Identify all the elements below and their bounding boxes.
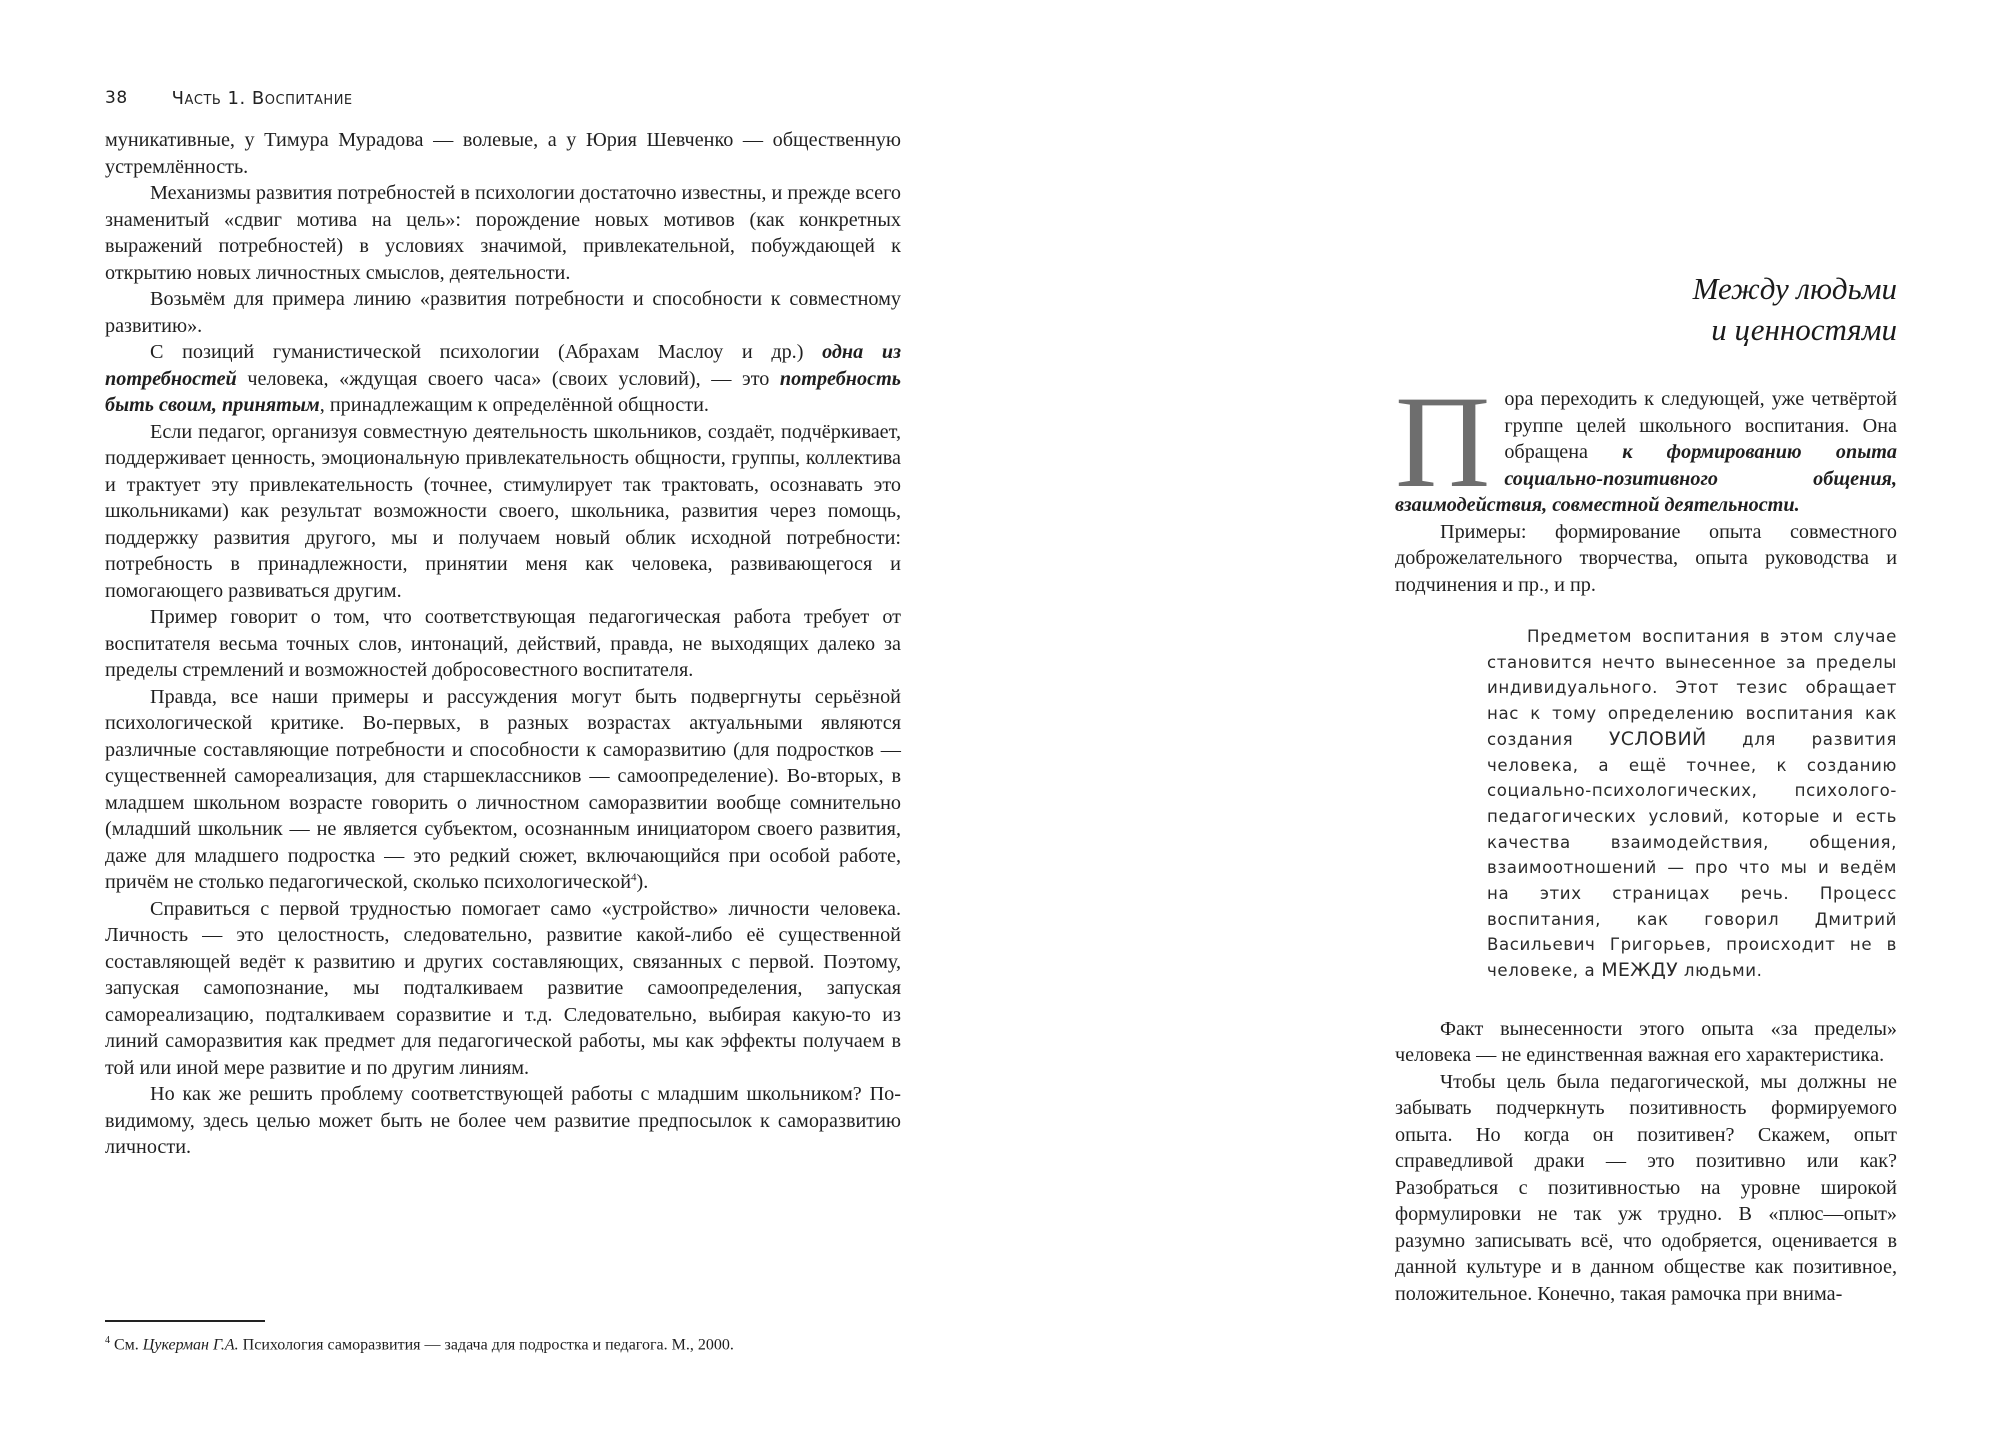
section-title xyxy=(1395,268,1897,350)
sidebar-caps-mezhdu: МЕЖДУ xyxy=(1601,959,1678,982)
left-body-text xyxy=(105,127,901,1161)
dropcap-paragraph-segment: к формированию опыта социально-позитивного общения, взаимодействия, совместной деятельности. xyxy=(1395,441,1897,516)
body-paragraph xyxy=(105,684,901,896)
body-paragraph xyxy=(105,1081,901,1161)
right-page xyxy=(1395,268,1897,1307)
body-paragraph xyxy=(105,180,901,286)
body-paragraph xyxy=(105,339,901,419)
drop-cap-letter: П xyxy=(1395,368,1491,515)
right-body-text-top xyxy=(1395,519,1897,599)
footnote xyxy=(105,1330,901,1356)
body-paragraph-segment: Если педагог, организуя совместную деятельность школьников, создаёт, подчёркивает, поддерживает ценность, эмоциональную привлекательность общности, группы, коллектива и трактует эту привлекательность (точнее, стимулирует так трактовать, осознавать это школьниками) как результат возможности своего, школьника, развития через помощь, поддержку развития другого, мы и получаем новый облик исходной потребности: потребность в принадлежности, принятии меня как человека, развивающегося и помогающего развиваться другим. xyxy=(105,420,901,602)
paragraph-fact: Факт вынесенности этого опыта «за пределы» человека — не единственная важная его характеристика. xyxy=(1395,1017,1897,1067)
footnote-author: Цукерман Г.А. xyxy=(142,1336,239,1354)
body-paragraph-segment: 4 xyxy=(631,871,637,884)
footnote-number: 4 xyxy=(105,1335,110,1346)
body-paragraph xyxy=(105,127,901,180)
sidebar-caps-uslovii: УСЛОВИЙ xyxy=(1608,727,1707,750)
right-body-text-bottom xyxy=(1395,1016,1897,1308)
body-paragraph xyxy=(105,286,901,339)
paragraph-goal: Чтобы цель была педагогической, мы должны не забывать подчеркнуть позитивность формируемого опыта. Но когда он позитивен? Скажем, опыт справедливой драки — это позитивно или как? Разобраться с позитивностью на уровне широкой формулировки не так уж трудно. В «плюс—опыт» разумно записывать всё, что одобряется, оценивается в данной культуре и в данном обществе как позитивное, положительное. Конечно, такая рамочка при внима- xyxy=(1395,1070,1897,1305)
body-paragraph-segment: потребность быть своим, принятым xyxy=(105,367,901,416)
body-paragraph xyxy=(105,896,901,1082)
running-head xyxy=(105,88,901,109)
sidebar-text-1: Предметом воспитания в этом случае становится нечто вынесенное за пределы индивидуального. Этот тезис обращает нас к тому определению воспитания как создания xyxy=(1487,627,1897,749)
footnote-rule xyxy=(105,1320,265,1322)
sidebar-quote xyxy=(1487,624,1897,984)
body-paragraph-segment: одна из потребностей xyxy=(105,341,901,390)
left-page xyxy=(105,88,901,1161)
running-head-title: Часть 1. Воспитание xyxy=(171,88,353,109)
footnote-rest: Психология саморазвития — задача для подростка и педагога. М., 2000. xyxy=(238,1336,734,1354)
body-paragraph-segment: , принадлежащим к определённой общности. xyxy=(319,394,709,416)
body-paragraph-segment: Но как же решить проблему соответствующей работы с младшим школьником? По-видимому, здесь целью может быть не более чем развитие предпосылок к саморазвитию личности. xyxy=(105,1083,901,1158)
body-paragraph-segment: муникативные, у Тимура Мурадова — волевые, а у Юрия Шевченко — общественную устремлённость. xyxy=(105,129,901,178)
sidebar-text-2: для развития человека, а ещё точнее, к созданию социально-психологических, психолого-педагогических условий, которые и есть качества взаимодействия, общения, взаимоотношений — про что мы и ведём на этих страницах речь. Процесс воспитания, как говорил Дмитрий Васильевич Григорьев, происходит не в человеке, а xyxy=(1487,729,1898,981)
dropcap-paragraph xyxy=(1395,368,1897,519)
body-paragraph-segment: Правда, все наши примеры и рассуждения могут быть подвергнуты серьёзной психологической критике. Во-первых, в разных возрастах актуальными являются различные составляющие потребности и способности к саморазвитию (для подростков — существенней самореализация, для старшеклассников — самоопределение). Во-вторых, в младшем школьном возрасте говорить о личностном саморазвитии вообще сомнительно (младший школьник — не является субъектом, осознанным инициатором своего развития, даже для младшего подростка — это редкий сюжет, включающийся при особой работе, причём не столько педагогической, сколько психологической xyxy=(105,685,901,893)
body-paragraph-segment: Пример говорит о том, что соответствующая педагогическая работа требует от воспитателя весьма точных слов, интонаций, действий, правда, не выходящих далеко за пределы стремлений и возможностей добросовестного воспитателя. xyxy=(105,606,901,681)
body-paragraph-segment: Справиться с первой трудностью помогает само «устройство» личности человека. Личность — это целостность, следовательно, развитие какой-либо её существенной составляющей ведёт к развитию и других составляющих, связанных с первой. Поэтому, запуская самопознание, мы подталкиваем развитие самоопределения, запуская самореализацию, подталкиваем соразвитие и т.д. Следовательно, выбирая какую-то из линий саморазвития как предмет для педагогической работы, мы как эффекты получаем в той или иной мере развитие и по другим линиям. xyxy=(105,897,901,1079)
body-paragraph xyxy=(105,604,901,684)
section-title-line1: Между людьми xyxy=(1692,271,1897,306)
section-title-line2: и ценностями xyxy=(1711,312,1897,347)
sidebar-text-3: людьми. xyxy=(1677,961,1763,981)
body-paragraph-segment: Возьмём для примера линию «развития потребности и способности к совместному развитию». xyxy=(105,288,901,337)
body-paragraph-segment: ). xyxy=(636,871,649,893)
examples-paragraph: Примеры: формирование опыта совместного доброжелательного творчества, опыта руководства и подчинения и пр., и пр. xyxy=(1395,520,1897,596)
body-paragraph-segment: Механизмы развития потребностей в психологии достаточно известны, и прежде всего знаменитый «сдвиг мотива на цель»: порождение новых мотивов (как конкретных выражений потребностей) в условиях значимой, привлекательной, побуждающей к открытию новых личностных смыслов, деятельности. xyxy=(105,182,901,284)
page-number: 38 xyxy=(105,88,128,108)
body-paragraph-segment: человека, «ждущая своего часа» (своих условий), — это xyxy=(236,367,780,390)
footnote-area xyxy=(105,1320,901,1356)
body-paragraph-segment: С позиций гуманистической психологии (Абрахам Маслоу и др.) xyxy=(150,341,823,363)
body-paragraph xyxy=(105,419,901,605)
footnote-prefix: См. xyxy=(110,1336,143,1354)
dropcap-paragraph-segment: ора переходить к следующей, уже четвёртой группе целей школьного воспитания. Она обращена xyxy=(1504,388,1897,463)
